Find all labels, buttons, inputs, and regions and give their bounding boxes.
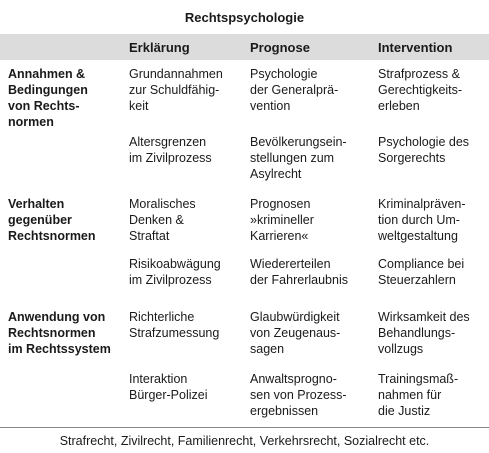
- row-label-verhalten: Verhalten gegenüber Rechtsnormen: [8, 197, 96, 243]
- row-label-anwendung: Anwendung von Rechtsnormen im Rechtssystem: [8, 310, 111, 356]
- cell-r2-a-erklaerung: Moralisches Denken & Straftat: [129, 197, 196, 243]
- cell-r1-b-prognose: Bevölkerungsein- stellungen zum Asylrecht: [250, 135, 347, 181]
- cell-r3-a-prognose: Glaubwürdigkeit von Zeugenaus- sagen: [250, 310, 341, 356]
- table-footer: Strafrecht, Zivilrecht, Familienrecht, Verkehrsrecht, Sozialrecht etc.: [0, 427, 489, 453]
- cell-r2-b-intervention: Compliance bei Steuerzahlern: [378, 257, 465, 287]
- cell-r2-a-intervention: Kriminalpräven- tion durch Um- weltgestaltung: [378, 197, 466, 243]
- cell-r3-a-erklaerung: Richterliche Strafzumessung: [129, 310, 220, 340]
- row-label-annahmen: Annahmen & Bedingungen von Rechts- normen: [8, 67, 88, 129]
- cell-r1-a-erklaerung: Grundannahmen zur Schuldfähig- keit: [129, 67, 223, 113]
- cell-r2-b-prognose: Wiedererteilen der Fahrerlaubnis: [250, 257, 348, 287]
- column-header-prognose: Prognose: [250, 40, 310, 55]
- cell-r1-a-prognose: Psychologie der Generalprä- vention: [250, 67, 339, 113]
- cell-r3-a-intervention: Wirksamkeit des Behandlungs- vollzugs: [378, 310, 470, 356]
- column-header-erklaerung: Erklärung: [129, 40, 190, 55]
- cell-r3-b-intervention: Trainingsmaß- nahmen für die Justiz: [378, 372, 459, 418]
- cell-r3-b-erklaerung: Interaktion Bürger-Polizei: [129, 372, 208, 402]
- column-header-intervention: Intervention: [378, 40, 453, 55]
- cell-r1-b-intervention: Psychologie des Sorgerechts: [378, 135, 470, 165]
- cell-r1-b-erklaerung: Altersgrenzen im Zivilprozess: [129, 135, 212, 165]
- cell-r2-b-erklaerung: Risikoabwägung im Zivilprozess: [129, 257, 221, 287]
- cell-r1-a-intervention: Strafprozess & Gerechtigkeits- erleben: [378, 67, 463, 113]
- table-title: Rechtspsychologie: [0, 0, 489, 34]
- cell-r3-b-prognose: Anwaltsprogno- sen von Prozess- ergebnissen: [250, 372, 347, 418]
- cell-r2-a-prognose: Prognosen »krimineller Karrieren«: [250, 197, 314, 243]
- column-header-row: [0, 34, 489, 60]
